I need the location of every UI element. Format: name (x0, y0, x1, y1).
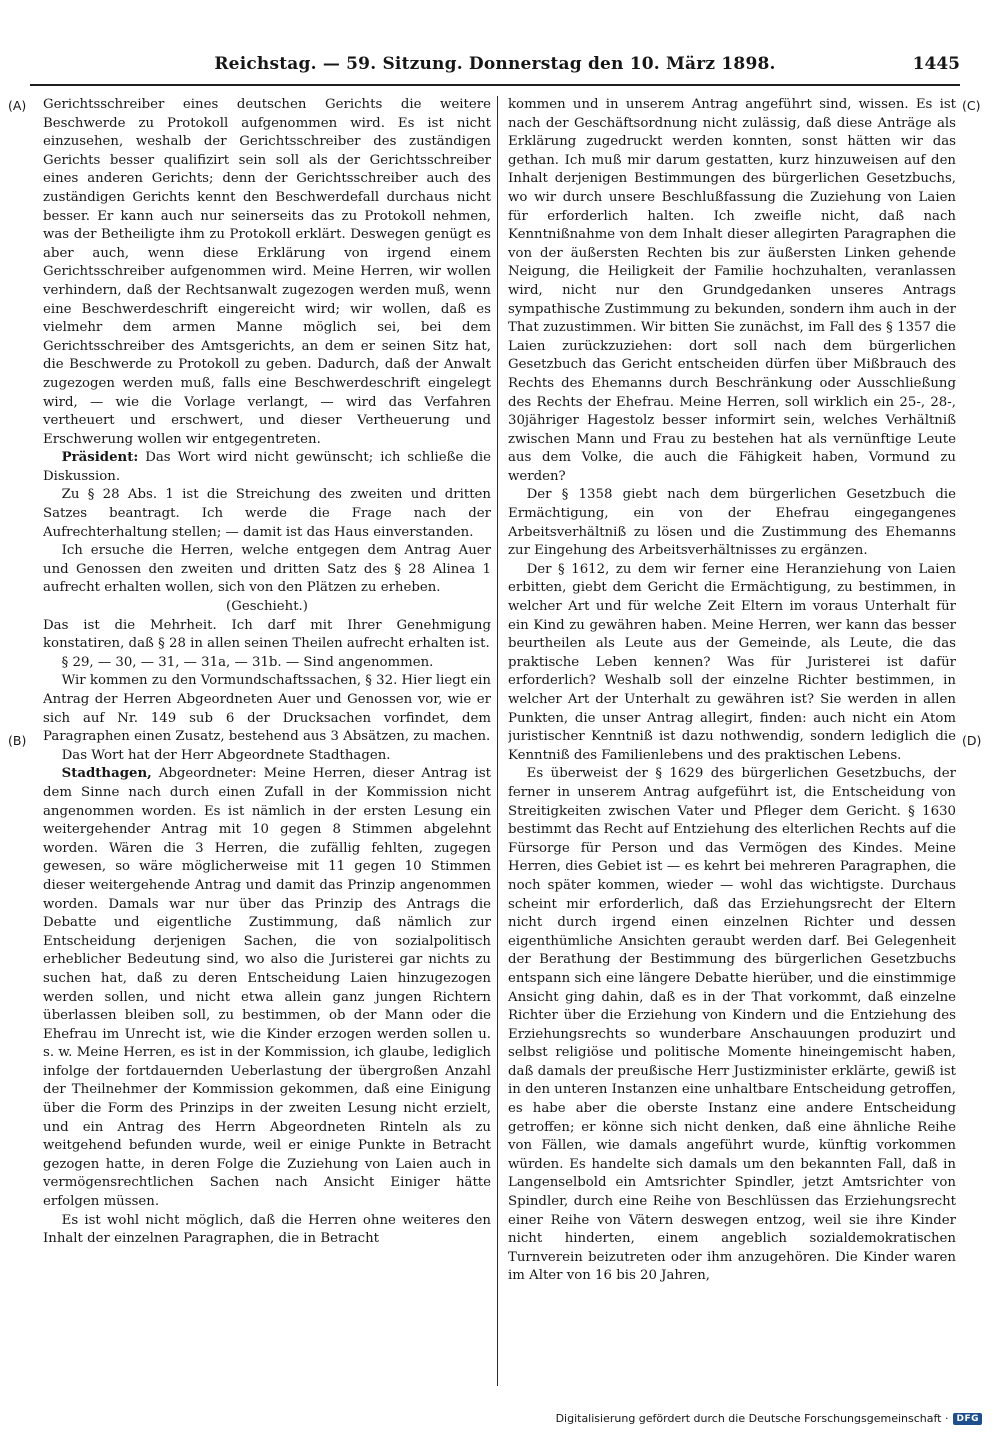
text-paragraph (43, 1212, 491, 1249)
text-paragraph (508, 561, 956, 766)
text-paragraph (43, 486, 491, 542)
paragraph-text: (Geschieht.) (226, 599, 308, 615)
paragraph-text: § 29, — 30, — 31, — 31a, — 31b. — Sind angenommen. (61, 654, 434, 670)
text-paragraph (508, 486, 956, 560)
paragraph-text: kommen und in unserem Antrag angeführt sind, wissen. Es ist nach der Geschäftsordnung nicht zulässig, daß diese Anträge als Erklärung zugedruckt werden konnten, sonst hätten wir das gethan. Ich muß mir darum gestatten, kurz hinzuweisen auf den Inhalt derjenigen Bestimmungen des bürgerlichen Gesetzbuchs, wo wir durch unsere Beschlußfassung die Zuziehung von Laien für erforderlich halten. Ich zweifle nicht, daß nach Kenntnißnahme von dem Inhalt dieser allegirten Paragraphen die von der äußersten Rechten bis zur äußersten Linken gehende Neigung, die Heiligkeit der Familie hochzuhalten, veranlassen wird, nicht nur den Grundgedanken unseres Antrags sympathische Zustimmung zu bekunden, sondern ihm auch in der That zuzustimmen. Wir bitten Sie zunächst, im Fall des § 1357 die Laien zurückzuziehen: dort soll nach dem bürgerlichen Gesetzbuch das Gericht entscheiden dürfen über Mißbrauch des Rechts des Ehemanns durch Beschränkung oder Ausschließung des Rechts der Ehefrau. Meine Herren, soll wirklich ein 25-, 28-, 30jähriger Hagestolz besser informirt sein, welches Verhältniß zwischen Mann und Frau zu bestehen hat als vernünftige Leute aus dem Volke, die auch die Fähigkeit haben, Vormund zu werden? (508, 97, 956, 484)
paragraph-text: Das ist die Mehrheit. Ich darf mit Ihrer Genehmigung konstatiren, daß § 28 in allen seinen Theilen aufrecht erhalten ist. (43, 617, 491, 652)
paragraph-text: Es ist wohl nicht möglich, daß die Herren ohne weiteres den Inhalt der einzelnen Paragraphen, die in Betracht (43, 1212, 491, 1247)
margin-marker-a: (A) (8, 98, 27, 113)
paragraph-text: Der § 1612, zu dem wir ferner eine Heranziehung von Laien erbitten, giebt dem Gericht die Ermächtigung, zu bestimmen, in welcher Art und für welche Zeit Eltern im voraus Unterhalt für ein Kind zu gewähren haben. Meine Herren, wer kann das besser beurtheilen als Leute aus der Gemeinde, als Leute, die das praktische Leben kennen? Was für Juristerei ist dafür erforderlich? Weshalb soll der einzelne Richter bestimmen, in welcher Art der Unterhalt zu gewähren ist? Sie werden in allen Punkten, die unser Antrag allegirt, finden: auch nicht ein Atom juristischer Kenntniß ist dazu nothwendig, sondern lediglich die Kenntniß des Familienlebens und des praktischen Lebens. (508, 561, 956, 763)
speaker-name: Stadthagen, (61, 766, 152, 782)
text-paragraph (43, 449, 491, 486)
margin-marker-b: (B) (8, 733, 27, 748)
paragraph-text: Der § 1358 giebt nach dem bürgerlichen Gesetzbuch die Ermächtigung, ein von der Ehefrau eingegangenes Arbeitsverhältniß zu lösen und die Zustimmung des Ehemanns zur Eingehung des Arbeitsverhältnisses zu ergänzen. (508, 487, 956, 559)
paragraph-text: Gerichtsschreiber eines deutschen Gerichts die weitere Beschwerde zu Protokoll aufgenommen wird. Es ist nicht einzusehen, weshalb der Gerichtsschreiber des zuständigen Gerichts besser qualifizirt sein soll als der Gerichtsschreiber eines anderen Gerichts; denn der Gerichtsschreiber auch des zuständigen Gerichts kennt den Beschwerdefall durchaus nicht besser. Er kann auch nur seinerseits das zu Protokoll nehmen, was der Betheiligte ihm zu Protokoll erklärt. Deswegen genügt es aber auch, wenn diese Erklärung von irgend einem Gerichtsschreiber aufgenommen wird. Meine Herren, wir wollen verhindern, daß der Rechtsanwalt zugezogen werden muß, wenn eine Beschwerdeschrift eingereicht wird; wir wollen, daß es vielmehr dem armen Manne möglich sei, bei dem Gerichtsschreiber des Amtsgerichts, an dem er seinen Sitz hat, die Beschwerde zu Protokoll zu geben. Dadurch, daß der Anwalt zugezogen werden muß, falls eine Beschwerdeschrift eingelegt wird, — wie die Vorlage verlangt, — wird das Verfahren vertheuert und erschwert, und dieser Vertheuerung und Erschwerung wollen wir entgegentreten. (43, 97, 491, 447)
page-header (30, 50, 960, 86)
credit-text: Digitalisierung gefördert durch die Deutsche Forschungsgemeinschaft · (555, 1412, 949, 1425)
speaker-name: Präsident: (61, 450, 139, 466)
text-paragraph (43, 96, 491, 449)
column-divider (497, 96, 498, 1386)
text-paragraph (43, 542, 491, 598)
text-paragraph (508, 96, 956, 486)
paragraph-text: Das Wort hat der Herr Abgeordnete Stadthagen. (61, 747, 391, 763)
text-paragraph (43, 617, 491, 654)
paragraph-text: Ich ersuche die Herren, welche entgegen dem Antrag Auer und Genossen den zweiten und dritten Satz des § 28 Alinea 1 aufrecht erhalten wollen, sich von den Plätzen zu erheben. (43, 543, 491, 596)
text-paragraph (43, 672, 491, 746)
page-title: Reichstag. — 59. Sitzung. Donnerstag den 10. März 1898. (214, 54, 776, 74)
digitization-credit (556, 1412, 982, 1425)
right-text-column (508, 96, 956, 1392)
text-paragraph (43, 765, 491, 1211)
paragraph-text: Abgeordneter: Meine Herren, dieser Antrag ist dem Sinne nach durch einen Zufall in der Kommission nicht angenommen worden. Es ist nämlich in der ersten Lesung ein weitergehender Antrag mit 10 gegen 8 Stimmen abgelehnt worden. Wären die 3 Herren, die zufällig fehlten, zugegen gewesen, so wäre möglicherweise mit 11 gegen 10 Stimmen dieser weitergehende Antrag und damit das Prinzip angenommen worden. Damals war nur über das Prinzip des Antrags die Debatte und eigentliche Zustimmung, daß nämlich zur Entscheidung derjenigen Sachen, die von sozialpolitisch erheblicher Bedeutung sind, wo also die Juristerei gar nichts zu suchen hat, daß zu deren Entscheidung Laien hinzugezogen werden sollen, und nicht etwa allein ganz jungen Richtern überlassen bleiben soll, zu bestimmen, ob der Mann oder die Ehefrau im Unrecht ist, wie die Kinder erzogen werden sollen u. s. w. Meine Herren, es ist in der Kommission, ich glaube, lediglich infolge der fortdauernden Ueberlastung der übergroßen Anzahl der Theilnehmer der Kommission gekommen, daß eine Einigung über die Form des Prinzips in der zweiten Lesung nicht erzielt, und ein Antrag des Herrn Abgeordneten Rinteln als zu weitgehend befunden wurde, weil er einige Punkte in Betracht gezogen hatte, in deren Folge die Zuziehung von Laien auch in vermögensrechtlichen Sachen nach Ansicht Einiger hätte erfolgen müssen. (43, 766, 491, 1210)
left-text-column (43, 96, 491, 1392)
margin-marker-c: (C) (962, 98, 981, 113)
dfg-logo-icon: DFG (953, 1413, 982, 1425)
text-paragraph (43, 747, 491, 766)
paragraph-text: Wir kommen zu den Vormundschaftssachen, § 32. Hier liegt ein Antrag der Herren Abgeordneten Auer und Genossen vor, wie er sich auf Nr. 149 sub 6 der Drucksachen vorfindet, dem Paragraphen einen Zusatz, bestehend aus 3 Absätzen, zu machen. (43, 673, 491, 745)
paragraph-text: Zu § 28 Abs. 1 ist die Streichung des zweiten und dritten Satzes beantragt. Ich werde die Frage nach der Aufrechterhaltung stellen; — damit ist das Haus einverstanden. (43, 487, 491, 540)
margin-marker-d: (D) (962, 733, 982, 748)
paragraph-text: Es überweist der § 1629 des bürgerlichen Gesetzbuchs, der ferner in unserem Antrag aufgeführt ist, die Entscheidung von Streitigkeiten zwischen Vater und Pfleger dem Gericht. § 1630 bestimmt das Recht auf Entziehung des elterlichen Rechts auf die Fürsorge für Person und das Vermögen des Kindes. Meine Herren, dies Gebiet ist — es kehrt bei mehreren Paragraphen, die noch später kommen, wieder — wohl das wichtigste. Durchaus scheint mir erforderlich, daß das Erziehungsrecht der Eltern nicht durch irgend einen einzelnen Richter und dessen eigenthümliche Ansichten geraubt werden darf. Bei Gelegenheit der Berathung der Bestimmung des bürgerlichen Gesetzbuchs entspann sich eine längere Debatte hierüber, und die einstimmige Ansicht ging dahin, daß es in der That vorkommt, daß einzelne Richter über die Erziehung von Kindern und die Entziehung des Erziehungsrechts so wunderbare Anschauungen produzirt und selbst religiöse und politische Momente hineingemischt haben, daß damals der preußische Herr Justizminister erklärte, gewiß ist in den unteren Instanzen eine unhaltbare Entscheidung getroffen, es habe aber die oberste Instanz eine andere Entscheidung getroffen; er könne sich nicht denken, daß eine ähnliche Reihe von Fällen, wie damals angeführt wurde, künftig vorkommen würden. Es handelte sich damals um den bekannten Fall, daß in Langenselbold ein Amtsrichter Spindler, jetzt Amtsrichter von Spindler, durch eine Reihe von Beschlüssen das Erziehungsrecht einer Reihe von Vätern deswegen entzog, weil sie ihre Kinder nicht hinderten, einem angeblich sozialdemokratischen Turnverein beizutreten oder ihm anzugehören. Die Kinder waren im Alter von 16 bis 20 Jahren, (508, 766, 956, 1284)
text-paragraph (43, 654, 491, 673)
text-paragraph (508, 765, 956, 1286)
page-number: 1445 (912, 54, 960, 74)
paragraph-text: Das Wort wird nicht gewünscht; ich schließe die Diskussion. (43, 450, 491, 484)
text-paragraph (43, 598, 491, 617)
